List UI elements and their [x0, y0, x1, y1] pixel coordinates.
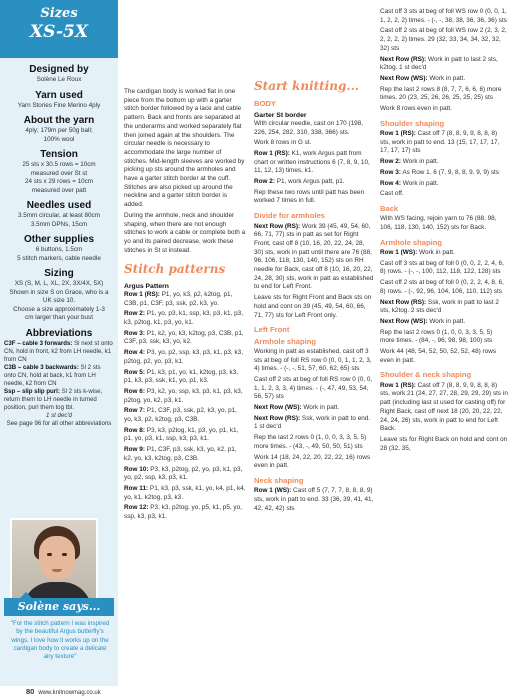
row-label: Row 5:	[124, 368, 145, 376]
column-3	[380, 8, 508, 455]
row-label: Row 1 (RS):	[380, 130, 416, 138]
sizing-line-1: XS (S, M, L, XL, 2X, 3X/4X, 5X)	[14, 280, 104, 287]
armhole-shaping-heading: Armhole shaping	[254, 336, 317, 346]
row-label: Next Row (RS):	[380, 55, 427, 63]
row-text: Work in patt to last 2 sts, k2tog. 1 st dec'd	[380, 55, 498, 72]
armhole-text-2: Cast off 2 sts at beg of foll RS row 0 (0, 0, 1, 1, 2, 3, 3, 4) times. - (-, 47, 49, 53, 54, 56, 57) sts	[254, 375, 373, 401]
row-label: Row 8:	[124, 426, 145, 434]
abbr-term: Ssp – slip slip purl:	[4, 387, 60, 395]
abbreviation-c3b	[4, 364, 114, 388]
shoulder-shaping-heading: Shoulder shaping	[380, 118, 445, 128]
row-label: Row 9:	[124, 446, 145, 454]
abbreviation-ssp	[4, 388, 114, 412]
abbr-term: C3B – cable 3 backwards:	[4, 363, 79, 371]
body-repeat-text: Rep these two rows until patt has been worked 7 times in full.	[254, 188, 365, 205]
intro-paragraph-2: During the armhole, neck and shoulder shaping, when there are not enough stitches to work a cable or complete both a yo and its paired decrease, work these stitches in St st instead.	[124, 211, 246, 254]
row-text: P3, k3, p2tog, p2, yo, p3, k1, p3, yo, p2, ssp, k3, p3, k1.	[124, 465, 243, 482]
yarn-used-text: Yarn Stories Fine Merino 4ply	[17, 101, 101, 109]
shoulder-row-4	[380, 180, 508, 189]
pattern-details	[4, 64, 114, 428]
shoulder-cast-off: Cast off.	[380, 190, 404, 198]
back-next-row-rs	[380, 299, 508, 316]
row-label: Next Row (WS):	[380, 74, 428, 82]
abbreviation-c3f	[4, 340, 114, 364]
argus-row	[124, 446, 246, 463]
body-row-2	[254, 178, 374, 187]
sizing-line-2: Shown in size S on Grace, who is a	[9, 288, 109, 296]
row-text: Cast off 7 (8, 8, 9, 9, 8, 8, 8) sts, work in patt to end. 13 (15, 17, 17, 17, 17, 17, 17) sts	[380, 130, 500, 155]
sizes-banner	[0, 0, 118, 58]
armhole-text-4: Work 14 (18, 24, 22, 20, 22, 22, 16) rows even in patt.	[254, 453, 371, 470]
argus-row	[124, 369, 246, 386]
row-label: Row 3:	[124, 329, 145, 337]
back-text-5: Work 44 (48, 54, 52, 50, 52, 52, 48) rows even in patt.	[380, 348, 497, 364]
garter-text-2: Work 8 rows in G st.	[254, 139, 312, 147]
tension-line-1: 25 sts x 30.5 rows = 10cm	[22, 161, 96, 168]
row-text: Work in patt.	[400, 158, 439, 166]
body-row-1	[254, 150, 374, 176]
designer-photo	[10, 518, 98, 600]
row-label: Next Row (RS):	[254, 222, 301, 230]
tension-line-4: measured over patt	[31, 186, 87, 194]
row-label: Row 2:	[124, 310, 145, 318]
row-label: Row 11:	[124, 484, 149, 492]
back-text: With WS facing, rejoin yarn to 76 (88, 98, 106, 118, 130, 140, 152) sts for Back.	[380, 215, 497, 231]
argus-row	[124, 388, 246, 405]
argus-row	[124, 349, 246, 366]
neck-row-1	[254, 487, 374, 513]
row-text: P1, k3, p1, yo, k1, k2tog, p3, k3, p1, k3, p3, ssk, k1, yo, p1, k3.	[124, 368, 239, 385]
row-label: Row 12:	[124, 504, 149, 512]
about-yarn-line-1: 4ply; 179m per 50g ball;	[25, 127, 93, 134]
row-text: P1, work Argus patt, p1.	[274, 178, 345, 186]
back-next-row-ws	[380, 318, 508, 327]
info-sidebar	[0, 0, 118, 686]
row-text: P1, yo, p3, k1, ssp, k3, p3, k1, p3, k3, p2tog, k1, p3, yo, k1.	[124, 310, 243, 327]
row-text: As Row 1. 6 (7, 9, 8, 8, 9, 9, 9) sts	[400, 168, 499, 176]
row-text: Work in patt.	[301, 404, 340, 412]
row-label: Row 4:	[380, 179, 401, 187]
row-label: Next Row (WS):	[380, 317, 428, 325]
shoulder-neck-text: Leave sts for Right Back on hold and cont on 28 (32, 35,	[380, 435, 508, 452]
abbr-definition: Sl next st onto CN, hold in front, k2 from LH needle, k1 from CN	[4, 339, 113, 363]
shoulder-neck-row-1	[380, 382, 508, 434]
shoulder-row-3	[380, 169, 508, 178]
argus-row	[124, 504, 246, 521]
row-text: P3, k2, yo, ssp, k3, p3, k1, p3, k3, p2tog, yo, k2, p3, k1.	[124, 387, 243, 404]
armhole-row-rs	[254, 415, 374, 432]
argus-pattern-heading: Argus Pattern	[124, 282, 169, 290]
page-footer	[26, 687, 101, 696]
argus-row	[124, 310, 246, 327]
armhole-text: Working in patt as established, cast off 3 sts at beg of foll RS row 0 (0, 0, 1, 1, 2, 3, 4) times. - (-, -, 51, 57, 60, 62, 65) sts	[254, 347, 372, 373]
row-label: Next Row (RS):	[380, 298, 427, 306]
garter-text: With circular needle, cast on 170 (198, 226, 254, 282, 310, 338, 366) sts.	[254, 119, 364, 136]
argus-row	[124, 330, 246, 347]
neck-text-4: Work 8 rows even in patt.	[380, 105, 452, 113]
garter-border-heading: Garter St border	[254, 111, 307, 119]
neck-text-2: Cast off 2 sts at beg of foll WS row 2 (2, 3, 2, 2, 2, 2, 2) times. 29 (32, 33, 34, 34, 32, 32, 32) sts	[380, 27, 507, 52]
argus-row	[124, 291, 246, 308]
back-text-2: Cast off 3 sts at beg of foll 0 (0, 0, 2, 2, 4, 6, 8) rows. - (-, -, 100, 112, 118, 122, 128) sts	[380, 259, 504, 276]
row-text: Ssk, work in patt to last 2 sts, k2tog. 2 sts dec'd	[380, 298, 499, 315]
row-text: Work in patt.	[427, 74, 466, 82]
designed-by-heading: Designed by	[29, 64, 89, 75]
column-1	[124, 88, 246, 524]
neck-text-1: Cast off 3 sts at beg of foll WS row 0 (0, 0, 1, 1, 2, 2, 2) times. - (-, -, 38, 38, 36, 36, 36) sts	[380, 8, 507, 24]
footer-url: www.knitnowmag.co.uk	[38, 690, 101, 696]
row-text: P3, yo, p2, ssp, k3, p3, k1, p3, k3, p2tog, p2, yo, p3, k1.	[124, 349, 243, 365]
abbr-definition: Sl 2 sts onto CN, hold at back, k1 from LH needle, k2 from CN	[4, 363, 101, 387]
sizing-line-3: UK size 10.	[42, 297, 76, 304]
row-text: P1, k3, p3, ssk, k1, yo, k4, p1, k4, yo, k1, k2tog, p3, k3.	[124, 484, 246, 501]
row-label: Row 4:	[124, 349, 145, 357]
sizing-heading: Sizing	[44, 268, 74, 279]
armhole-text-3: Rep the last 2 rows 0 (1, 0, 0, 3, 3, 5, 5) more times. - (43, -, 49, 50, 50, 51) sts	[254, 434, 367, 450]
argus-row	[124, 427, 246, 444]
row-text: K1, work Argus patt from chart or written instructions 6 (7, 8, 9, 10, 11, 12, 13) times, k1.	[254, 149, 370, 175]
back-armhole-heading: Armhole shaping	[380, 237, 443, 247]
row-text: P1, C3F, p3, ssk, p2, k3, yo, p1, yo, k3, p2, k2tog, p3, C3B.	[124, 407, 237, 424]
tension-line-3: 24 sts x 29 rows = 10cm	[24, 178, 94, 185]
intro-paragraph: The cardigan body is worked flat in one piece from the bottom up with a garter stitch border followed by a lace and cable pattern. Back and fronts are separated at the underarms and worked separately flat then joined again at the shoulders. The circular needle is necessary to accommodate the large number of stitches. Mid-length sleeves are worked by picking up sts around the armholes and have a garter stitch border at the cuff. Stitches are also picked up around the neckline and a garter stitch border is added.	[124, 88, 245, 209]
about-yarn-line-2: 100% wool	[43, 135, 75, 143]
supplies-line-2: 5 stitch markers, cable needle	[17, 254, 101, 262]
supplies-line-1: 6 buttons, 1.5cm	[35, 246, 83, 253]
argus-rows	[124, 291, 246, 522]
tension-heading: Tension	[40, 149, 78, 160]
row-text: Work in patt.	[427, 317, 466, 325]
row-label: Row 1 (RS):	[380, 381, 416, 389]
row-label: Next Row (RS):	[254, 414, 301, 422]
yarn-used-heading: Yarn used	[35, 89, 83, 101]
row-label: Row 6:	[124, 387, 145, 395]
back-row-1	[380, 249, 508, 258]
divide-text-2: Leave sts for Right Front and Back sts on hold and cont on 39 (45, 49, 54, 60, 66, 71, 77) sts for Left Front only.	[254, 294, 372, 319]
row-text: P1, yo, k3, p2, k2tog, p1, C3B, p1, C3F, p3, ssk, p2, k3, yo.	[124, 290, 233, 307]
about-yarn-heading: About the yarn	[23, 115, 95, 126]
row-label: Row 2:	[254, 178, 275, 186]
argus-row	[124, 466, 246, 483]
needles-line-1: 3.5mm circular, at least 80cm	[18, 212, 100, 219]
sizing-line-4: Choose a size approximately 1-3	[13, 305, 105, 313]
row-text: P1, C3F, p3, ssk, k3, yo, k2, p1, k2, yo, k3, k2tog, p3, C3B.	[124, 446, 237, 462]
abbr-see-page: See page 96 for all other abbreviations	[6, 419, 112, 427]
row-text: Work in patt.	[400, 179, 439, 187]
back-text-4: Rep the last 2 rows 0 (1, 0, 0, 3, 3, 5, 5) more times. - (84, -, 96, 98, 98, 100) sts	[380, 328, 493, 345]
row-label: Row 10:	[124, 465, 149, 473]
row-text: Ssk, work in patt to end. 1 st dec'd	[254, 414, 371, 431]
argus-row	[124, 485, 246, 502]
row-text: Work 39 (45, 49, 54, 60, 66, 71, 77) sts in patt as set for Right Front, cast off 8 (10, 16, 20, 22, 24, 28, 30) sts, work in patt until there are 76 (88, 96, 106, 118, 130, 140, 152) sts on RH needle for Back, cast off 8 (10, 16, 20, 22, 24, 28, 30) sts, work in patt as established to end for Left Front.	[254, 222, 374, 291]
row-label: Row 7:	[124, 407, 145, 415]
row-label: Row 3:	[380, 168, 401, 176]
start-knitting-heading: Start knitting...	[254, 79, 359, 93]
abbreviations-heading: Abbreviations	[25, 327, 93, 339]
row-label: Row 1 (RS):	[124, 290, 160, 298]
back-text-3: Cast off 2 sts at beg of foll 0 (0, 2, 2, 4, 8, 6, 8) rows. - (-, 92, 96, 104, 106, 110, 112) sts	[380, 279, 504, 295]
row-label: Next Row (WS):	[254, 404, 302, 412]
supplies-heading: Other supplies	[23, 234, 94, 245]
body-heading: BODY	[254, 99, 276, 109]
shoulder-neck-heading: Shoulder & neck shaping	[380, 370, 472, 380]
row-label: Row 1 (WS):	[380, 249, 418, 256]
designer-name: Solène Le Roux	[36, 76, 82, 83]
page-number: 80	[26, 687, 35, 696]
row-text: Work in patt.	[417, 249, 455, 256]
neck-shaping-heading: Neck shaping	[254, 476, 304, 485]
armhole-row-ws	[254, 404, 374, 413]
row-label: Row 1 (RS):	[254, 149, 290, 157]
neck-next-row-ws	[380, 75, 508, 84]
tension-line-2: measured over St st	[30, 169, 88, 177]
shoulder-row-1	[380, 130, 508, 156]
row-text: P3, k3, p2tog, yo, p5, k1, p5, yo, ssp, k3, p3, k1.	[124, 504, 242, 521]
divide-armholes-heading: Divide for armholes	[254, 211, 325, 221]
row-text: Cast off 7 (8, 8, 9, 9, 8, 8, 8) sts, work 21 (24, 27, 27, 28, 29, 29, 29) sts in patt (including last st used for casting off) for Right Back, cast off next 18 (20, 20, 22, 22, 24, 24, 26) sts, work in patt to end for Left Back.	[380, 381, 508, 433]
argus-row	[124, 407, 246, 424]
designer-quote: "For the stitch pattern I was inspired by the beautiful Argus butterfly's wings. I love how it works up on the cardigan body to create a delicate airy texture"	[10, 620, 110, 661]
row-text: P1, k2, yo, k3, k2tog, p3, C3B, p1, C3F, p3, ssk, k3, yo, k2.	[124, 329, 244, 346]
row-label: Row 2:	[380, 158, 401, 166]
neck-text-3: Rep the last 2 rows 8 (8, 7, 7, 6, 6, 6) more times. 20 (23, 25, 26, 26, 25, 25, 25) sts	[380, 85, 502, 102]
designer-says-banner: Solène says...	[4, 598, 114, 616]
row-label: Row 1 (WS):	[254, 487, 292, 495]
column-2	[254, 72, 374, 515]
row-text: P3, k3, p2tog, k1, p3, yo, p1, k1, p1, yo, p3, k1, ssp, k3, p3, k1.	[124, 426, 239, 443]
divide-row	[254, 223, 374, 293]
abbr-definition: Sl 2 sts k-wise, return them to LH needle in turned position, purl them tog tbl.	[4, 387, 103, 411]
left-front-heading: Left Front	[254, 325, 290, 335]
abbr-dec-note: 1 st dec'd	[46, 411, 72, 419]
needles-heading: Needles used	[26, 200, 92, 211]
neck-next-row-rs	[380, 56, 508, 73]
shoulder-row-2	[380, 158, 508, 167]
sizes-label: Sizes	[40, 6, 78, 21]
sizes-range: XS-5X	[29, 22, 89, 42]
needles-line-2: 3.5mm DPNs, 15cm	[30, 220, 88, 228]
back-heading: Back	[380, 203, 399, 213]
abbr-term: C3F – cable 3 forwards:	[4, 339, 73, 347]
stitch-patterns-heading: Stitch patterns	[124, 262, 226, 277]
row-text: Cast off 5 (7, 7, 7, 8, 8, 8, 9) sts, work in patt to end. 33 (36, 39, 41, 41, 42, 42, 42) sts	[254, 487, 374, 512]
sizing-line-5: cm larger than your bust	[25, 314, 93, 321]
